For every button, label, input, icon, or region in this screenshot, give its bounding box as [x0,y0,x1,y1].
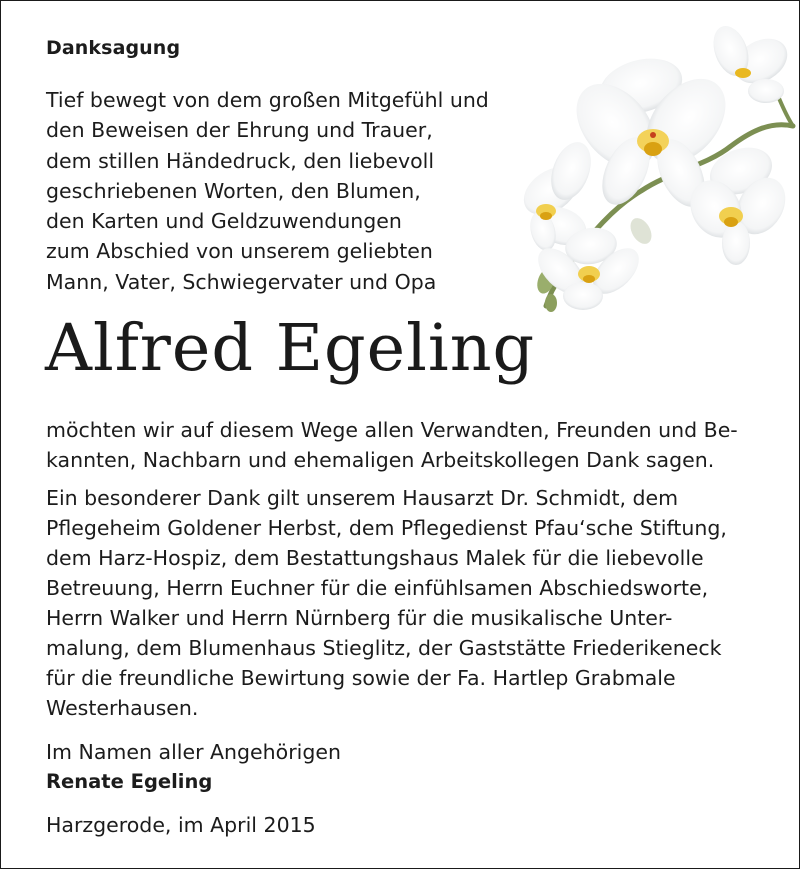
paragraph-line: kannten, Nachbarn und ehemaligen Arbeitskollegen Dank sagen. [46,448,715,472]
paragraph-line: malung, dem Blumenhaus Stieglitz, der Gaststätte Friederikeneck [46,636,722,660]
intro-text [46,85,526,297]
intro-line: Mann, Vater, Schwiegervater und Opa [46,269,437,294]
deceased-name: Alfred Egeling [45,311,536,386]
intro-line: Tief bewegt von dem großen Mitgefühl und [46,88,489,112]
paragraph-line: Pflegeheim Goldener Herbst, dem Pflegedienst Pfau‘sche Stiftung, [46,516,727,540]
notice-heading: Danksagung [46,37,181,59]
thanks-body [46,415,766,723]
intro-line: den Beweisen der Ehrung und Trauer, [46,118,433,143]
intro-line: zum Abschied von unserem geliebten [46,239,433,264]
closing-line: Im Namen aller Angehörigen [46,740,341,764]
paragraph-line: Betreuung, Herrn Euchner für die einfühlsamen Abschiedsworte, [46,576,709,600]
thanks-paragraph [46,483,766,723]
signer-name: Renate Egeling [46,770,213,793]
orchid-flower-illustration [521,21,796,316]
paragraph-line: Ein besonderer Dank gilt unserem Hausarzt Dr. Schmidt, dem [46,486,679,510]
intro-line: den Karten und Geldzuwendungen [46,209,402,234]
intro-line: geschriebenen Worten, den Blumen, [46,178,421,203]
intro-line: dem stillen Händedruck, den liebevoll [46,148,435,173]
paragraph-line: Westerhausen. [46,696,199,720]
paragraph-line: möchten wir auf diesem Wege allen Verwandten, Freunden und Be- [46,418,738,442]
closing-block [46,737,341,797]
paragraph-line: Herrn Walker und Herrn Nürnberg für die musikalische Unter- [46,606,673,630]
paragraph-line: für die freundliche Bewirtung sowie der Fa. Hartlep Grabmale [46,666,676,690]
paragraph-line: dem Harz-Hospiz, dem Bestattungshaus Malek für die liebevolle [46,546,704,570]
place-date: Harzgerode, im April 2015 [46,813,316,837]
